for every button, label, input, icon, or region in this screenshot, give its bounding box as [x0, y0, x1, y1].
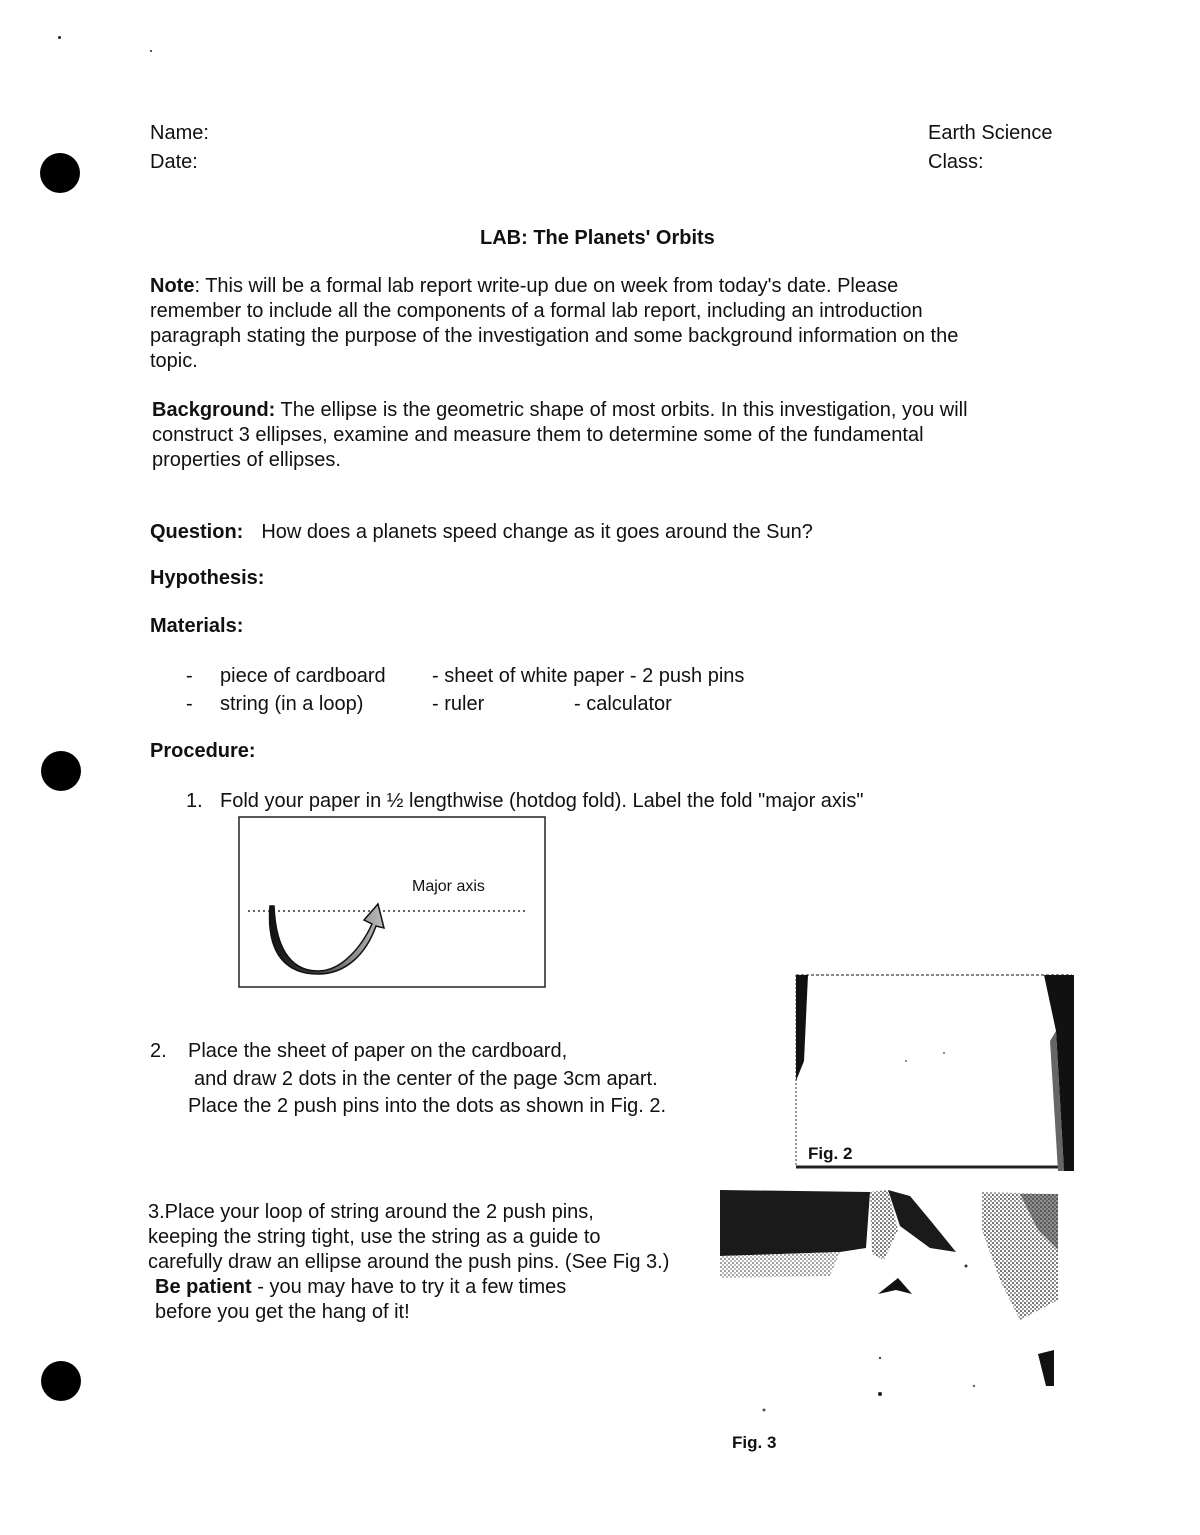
question-text: How does a planets speed change as it goes around the Sun?: [261, 521, 813, 543]
binder-hole-middle: [41, 751, 81, 791]
materials-dash: -: [186, 665, 193, 687]
step1-text: Fold your paper in ½ lengthwise (hotdog fold). Label the fold "major axis": [220, 790, 864, 812]
note-line: Note: This will be a formal lab report write-up due on week from today's date. Please: [150, 275, 899, 297]
material-item: - sheet of white paper - 2 push pins: [432, 665, 745, 687]
step3-line: keeping the string tight, use the string as a guide to: [148, 1226, 601, 1248]
step2-number: 2.: [150, 1040, 167, 1062]
materials-dash: -: [186, 693, 193, 715]
note-paragraph: [150, 274, 1070, 374]
fold-diagram-figure: [238, 816, 546, 988]
materials-label: Materials:: [150, 615, 244, 637]
fig2-image: [794, 971, 1074, 1171]
step3-line: carefully draw an ellipse around the push pins. (See Fig 3.): [148, 1251, 670, 1273]
name-field-label: Name:: [150, 122, 209, 144]
step3-line: before you get the hang of it!: [155, 1301, 410, 1323]
material-item: - calculator: [574, 693, 672, 715]
background-label: Background:: [152, 399, 276, 421]
background-paragraph: [152, 398, 1072, 473]
fig3-label: Fig. 3: [732, 1433, 777, 1452]
step2-line: Place the 2 push pins into the dots as shown in Fig. 2.: [188, 1095, 667, 1117]
material-item: string (in a loop): [220, 693, 364, 715]
scan-speck: [58, 36, 61, 39]
question-line: [150, 520, 813, 545]
step2-line: and draw 2 dots in the center of the page 3cm apart.: [194, 1068, 658, 1090]
major-axis-label: Major axis: [412, 878, 485, 895]
step3-paragraph: [148, 1200, 728, 1325]
note-label: Note: [150, 275, 195, 297]
fold-diagram: [238, 816, 546, 988]
note-line: topic.: [150, 350, 198, 372]
procedure-label: Procedure:: [150, 740, 256, 762]
background-line: properties of ellipses.: [152, 449, 341, 471]
scan-speck: [150, 50, 152, 52]
step2-line: Place the sheet of paper on the cardboard,: [188, 1040, 568, 1062]
background-line: Background: The ellipse is the geometric shape of most orbits. In this investigation, you will: [152, 399, 968, 421]
class-field-label: Class:: [928, 151, 984, 173]
subject-label: Earth Science: [928, 122, 1053, 144]
step3-line: Be patient - you may have to try it a few times: [155, 1276, 567, 1298]
lab-title: LAB: The Planets' Orbits: [480, 227, 715, 249]
fig2-label: Fig. 2: [808, 1144, 853, 1163]
fig3-image: [720, 1190, 1060, 1420]
question-label: Question:: [150, 521, 244, 543]
background-line: construct 3 ellipses, examine and measure them to determine some of the fundamental: [152, 424, 924, 446]
be-patient-emphasis: Be patient: [155, 1276, 252, 1298]
note-line: paragraph stating the purpose of the investigation and some background information on the: [150, 325, 959, 347]
binder-hole-bottom: [41, 1361, 81, 1401]
binder-hole-top: [40, 153, 80, 193]
material-item: piece of cardboard: [220, 665, 386, 687]
fig3-photo: [720, 1190, 1060, 1420]
note-line: remember to include all the components of a formal lab report, including an introduction: [150, 300, 923, 322]
date-field-label: Date:: [150, 151, 198, 173]
step3-line: 3.Place your loop of string around the 2 push pins,: [148, 1201, 594, 1223]
hypothesis-label: Hypothesis:: [150, 567, 265, 589]
step1-number: 1.: [186, 790, 203, 812]
material-item: - ruler: [432, 693, 485, 715]
